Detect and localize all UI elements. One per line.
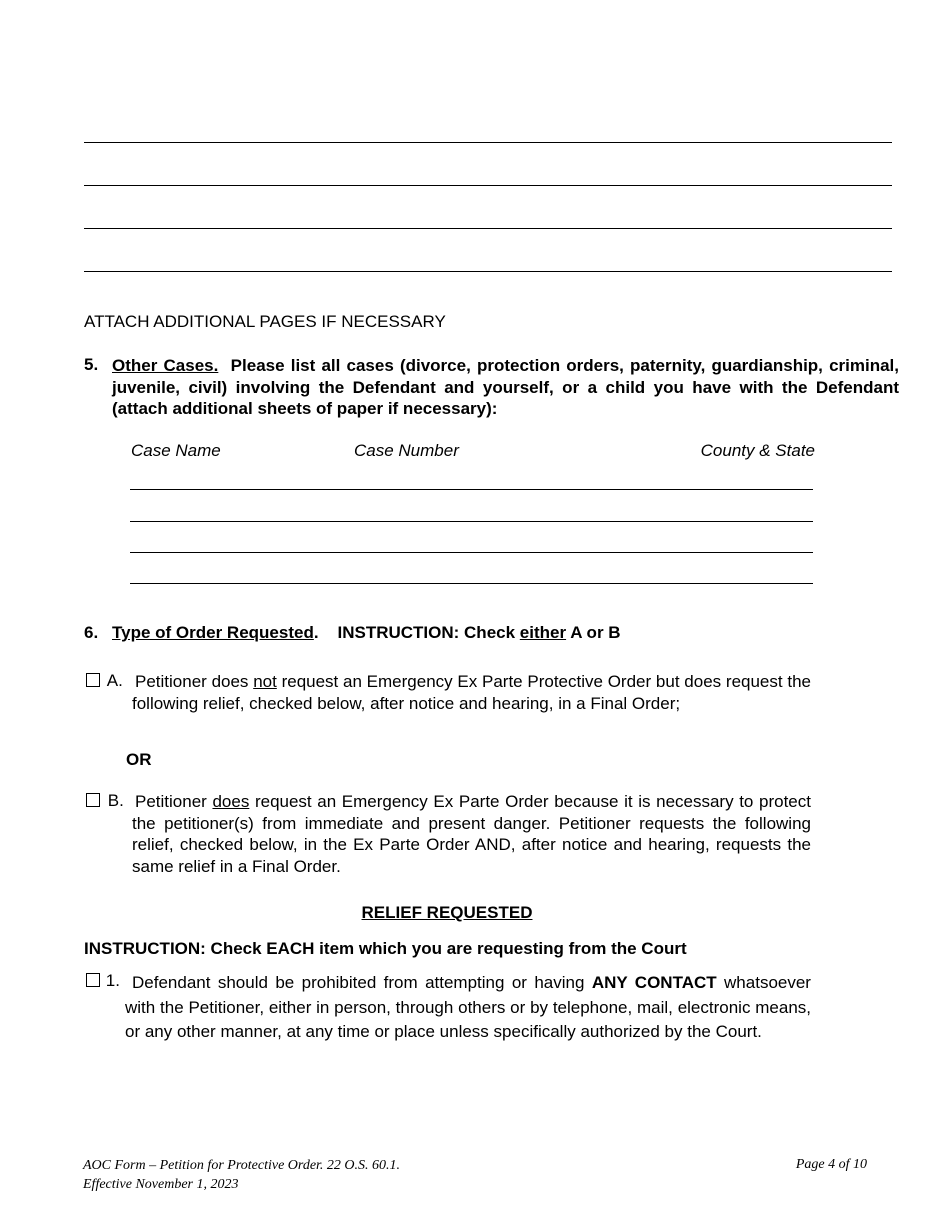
- column-case-number: Case Number: [354, 441, 459, 460]
- case-line[interactable]: [130, 489, 813, 490]
- section-6-instruction: INSTRUCTION: Check: [337, 623, 516, 642]
- option-b-text: [132, 791, 811, 877]
- section-6-instruction-em: either: [519, 623, 567, 642]
- section-6-instruction-post: A or B: [570, 623, 621, 642]
- option-a-text: [132, 671, 811, 714]
- blank-line[interactable]: [84, 271, 892, 272]
- option-b-em: does: [212, 792, 250, 811]
- relief-item-1-bold: ANY CONTACT: [591, 973, 717, 992]
- section-5-title: Other Cases.: [112, 356, 219, 375]
- option-b-checkbox[interactable]: [86, 793, 100, 807]
- footer-page-number: Page 4 of 10: [795, 1157, 867, 1172]
- section-5-text: Please list all cases (divorce, protection orders, paternity, guardianship, criminal, juvenile, civil) involving the Defendant and yourself, or a child you have with the Defendant (attach additional sheets of paper if necessary):: [112, 356, 899, 418]
- section-5-number: 5.: [84, 355, 99, 374]
- option-b-post: request an Emergency Ex Parte Order because it is necessary to protect the petitioner(s) from immediate and present danger. Petitioner requests the following relief, checked below, in the Ex Parte Order AND, after notice and hearing, requests the same relief in a Final Order.: [132, 792, 811, 876]
- section-6-number: 6.: [84, 623, 99, 642]
- blank-line[interactable]: [84, 228, 892, 229]
- footer-form-line: AOC Form – Petition for Protective Order. 22 O.S. 60.1.: [83, 1158, 401, 1173]
- relief-item-1-checkbox-row: [86, 971, 120, 991]
- relief-item-1-post: whatsoever with the Petitioner, either in person, through others or by telephone, mail, electronic means, or any other manner, at any time or place unless specifically authorized by the Court.: [125, 973, 811, 1041]
- option-a-label: A.: [106, 671, 123, 690]
- footer-left: [83, 1156, 400, 1194]
- option-a-checkbox[interactable]: [86, 673, 100, 687]
- case-line[interactable]: [130, 521, 813, 522]
- option-a-post: request an Emergency Ex Parte Protective Order but does request the following relief, checked below, after notice and hearing, in a Final Order;: [132, 672, 811, 713]
- relief-item-1-text: [125, 971, 811, 1045]
- option-b-pre: Petitioner: [135, 792, 207, 811]
- section-6-title: Type of Order Requested: [112, 623, 314, 642]
- blank-line[interactable]: [84, 185, 892, 186]
- attach-note: ATTACH ADDITIONAL PAGES IF NECESSARY: [84, 312, 446, 331]
- column-case-name: Case Name: [131, 441, 221, 460]
- blank-line[interactable]: [84, 142, 892, 143]
- relief-heading: RELIEF REQUESTED: [361, 903, 533, 922]
- option-a-checkbox-row: [86, 671, 123, 691]
- relief-item-1-checkbox[interactable]: [86, 973, 100, 987]
- or-text: OR: [126, 750, 152, 769]
- section-5-body: [112, 355, 899, 420]
- option-a-em: not: [253, 672, 277, 691]
- column-county-state: County & State: [700, 441, 815, 460]
- option-b-checkbox-row: [86, 791, 124, 811]
- section-6-heading: Type of Order Requested. INSTRUCTION: Check either A or B: [112, 623, 621, 642]
- relief-instruction: INSTRUCTION: Check EACH item which you are requesting from the Court: [84, 939, 687, 958]
- relief-item-1-label: 1.: [105, 971, 120, 990]
- relief-item-1-pre: Defendant should be prohibited from attempting or having: [132, 973, 585, 992]
- option-b-label: B.: [107, 791, 124, 810]
- footer-effective-date: Effective November 1, 2023: [83, 1177, 239, 1192]
- case-line[interactable]: [130, 583, 813, 584]
- case-line[interactable]: [130, 552, 813, 553]
- option-a-pre: Petitioner does: [135, 672, 249, 691]
